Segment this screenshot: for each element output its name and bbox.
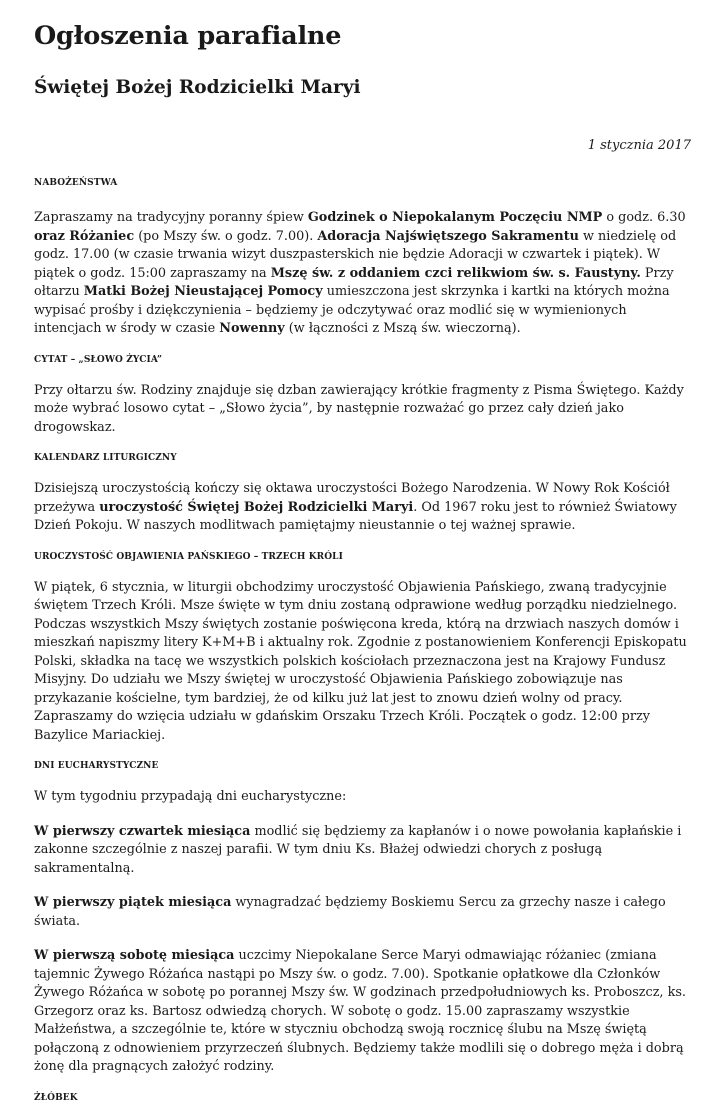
section-paragraph-kalendarz [34, 480, 691, 536]
bold-text-run: Mszę św. z oddaniem czci relikwiom św. s. Faustyny. [270, 265, 641, 281]
bold-text-run: Adoracja Najświętszego Sakramentu [317, 228, 579, 244]
text-run: W piątek, 6 stycznia, w liturgii obchodzimy uroczystość Objawienia Pańskiego, zwaną tradycyjnie świętem Trzech Króli. Msze święte w tym dniu zostaną odprawione według porządku niedzielnego. Podczas wszystkich Mszy świętych zostanie poświęcona kreda, którą na drzwiach naszych domów i mieszkań napiszmy litery K+M+B i aktualny rok. Zgodnie z postanowieniem Konferencji Episkopatu Polski, składka na tacę we wszystkich polskich kościołach przeznaczona jest na Krajowy Fundusz Misyjny. Do udziału we Mszy świętej w uroczystość Objawienia Pańskiego zobowiązuje nas przykazanie kościelne, tym bardziej, że od kilku już lat jest to znowu dzień wolny od pracy. Zapraszamy do wzięcia udziału w gdańskim Orszaku Trzech Króli. Początek o godz. 12:00 przy Bazylice Mariackiej. [34, 579, 687, 743]
section-paragraph-dni-intro [34, 788, 691, 807]
text-run: wynagradzać będziemy Boskiemu Sercu za grzechy nasze i całego świata. [34, 895, 666, 929]
bold-text-run: Nowenny [219, 321, 285, 336]
document-subtitle: Świętej Bożej Rodzicielki Maryi [34, 77, 361, 98]
bold-text-run: W pierwszy piątek miesiąca [34, 895, 232, 910]
section-heading-dni-eucharystyczne: DNI EUCHARYSTYCZNE [34, 761, 159, 771]
section-paragraph-nabozenstwa [34, 209, 691, 339]
section-heading-objawienie: UROCZYSTOŚĆ OBJAWIENIA PAŃSKIEGO – TRZECH KRÓLI [34, 551, 343, 562]
section-paragraph-piatek [34, 894, 691, 931]
text-run: w niedzielę od godz. 17.00 (w czasie trwania wizyt duszpasterskich nie będzie Adoracji w czwartek i piątek). W piątek o godz. 15:00 zapraszamy na [34, 228, 677, 281]
section-heading-cytat: CYTAT – „SŁOWO ŻYCIA” [34, 354, 163, 365]
section-heading-nabozenstwa: NABOŻEŃSTWA [34, 178, 118, 188]
bold-text-run: oraz Różaniec [34, 228, 135, 244]
bold-text-run: W pierwszą sobotę miesiąca [34, 948, 235, 963]
text-run: uczcimy Niepokalane Serce Maryi odmawiając różaniec (zmiana tajemnic Żywego Różańca nastąpi po Mszy św. o godz. 7.00). Spotkanie opłatkowe dla Członków Żywego Różańca w sobotę po porannej Mszy św. W godzinach przedpołudniowych ks. Proboszcz, ks. Grzegorz oraz ks. Bartosz odwiedzą chorych. W sobotę o godz. 15.00 zapraszamy wszystkie Małżeństwa, a szczególnie te, które w styczniu obchodzą swoją rocznicę ślubu na Mszę świętą połączoną z odnowieniem przyrzeczeń ślubnych. Będziemy także modlili się o dobrego męża i dobrą żonę dla pragnących założyć rodziny. [34, 948, 686, 1074]
text-run: Zapraszamy na tradycyjny poranny śpiew [34, 210, 308, 225]
section-paragraph-czwartek [34, 823, 691, 879]
bold-text-run: uroczystość Świętej Bożej Rodzicielki Maryi [99, 499, 414, 515]
bold-text-run: W pierwszy czwartek miesiąca [34, 823, 251, 839]
text-run: umieszczona jest skrzynka i kartki na których można wypisać prośby i dziękczynienia – będziemy je odczytywać oraz modlić się w wymienionych intencjach w środy w czasie [34, 284, 670, 336]
section-heading-zlobek: ŻŁÓBEK [34, 1092, 78, 1103]
text-run: modlić się będziemy za kapłanów i o nowe powołania kapłańskie i zakonne szczególnie z naszej parafii. W tym dniu Ks. Błażej odwiedzi chorych z posługą sakramentalną. [34, 823, 682, 876]
bold-text-run: Matki Bożej Nieustającej Pomocy [83, 284, 323, 299]
document-title: Ogłoszenia parafialne [34, 21, 342, 51]
section-paragraph-sobota [34, 947, 691, 1077]
section-paragraph-objawienie [34, 579, 691, 746]
bold-text-run: Godzinek o Niepokalanym Poczęciu NMP [307, 210, 603, 225]
text-run: W tym tygodniu przypadają dni eucharystyczne: [34, 789, 347, 804]
section-paragraph-cytat [34, 382, 691, 438]
document-date: 1 stycznia 2017 [587, 138, 691, 153]
text-run: Przy ołtarzu św. Rodziny znajduje się dzban zawierający krótkie fragmenty z Pisma Świętego. Każdy może wybrać losowo cytat – „Słowo życia”, by następnie rozważać go przez cały dzień jako drogowskaz. [34, 382, 684, 435]
text-run: (po Mszy św. o godz. 7.00). [134, 228, 318, 244]
text-run: Przy ołtarzu [34, 265, 674, 299]
section-heading-kalendarz: KALENDARZ LITURGICZNY [34, 453, 177, 463]
text-run: o godz. 6.30 [602, 210, 686, 225]
text-run: . Od 1967 roku jest to również Światowy Dzień Pokoju. W naszych modlitwach pamiętajmy nieustannie o tej ważnej sprawie. [34, 499, 677, 533]
text-run: Dzisiejszą uroczystością kończy się oktawa uroczystości Bożego Narodzenia. W Nowy Rok Kościół przeżywa [34, 481, 670, 515]
text-run: (w łączności z Mszą św. wieczorną). [284, 321, 521, 336]
